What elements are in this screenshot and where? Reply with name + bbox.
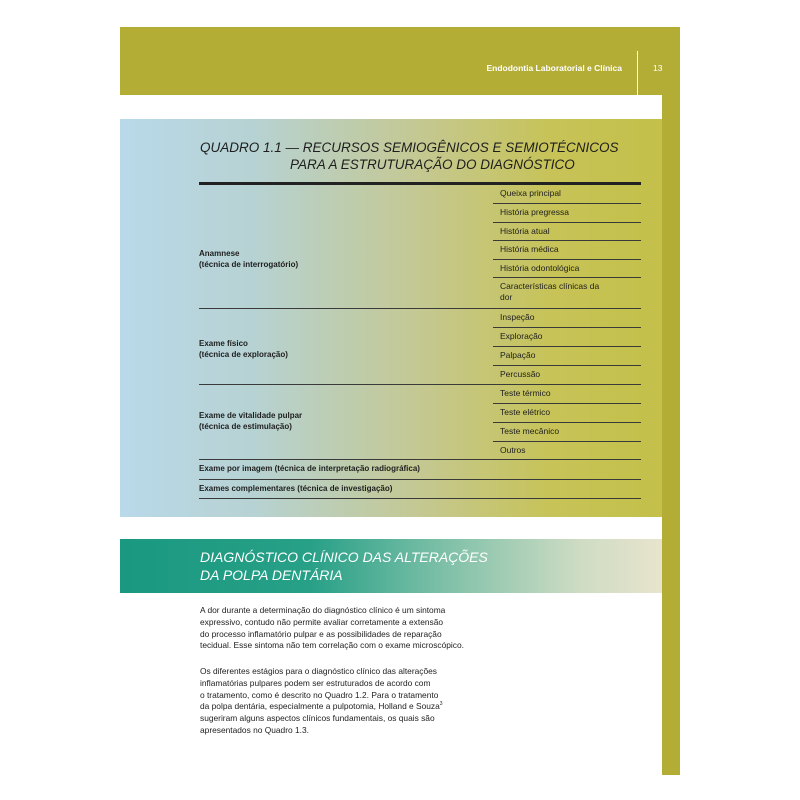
group-label-line: (técnica de interrogatório)	[199, 260, 299, 269]
section-title	[200, 548, 488, 584]
table-cell: Teste térmico	[500, 388, 551, 398]
table-cell: Percussão	[500, 369, 541, 379]
table-cell: dor	[500, 292, 513, 302]
group-label-anamnese	[199, 248, 298, 270]
group-label-line: (técnica de estimulação)	[199, 422, 292, 431]
table-cell: História médica	[500, 244, 559, 254]
header-divider	[637, 51, 638, 95]
row-divider	[493, 346, 641, 347]
row-divider	[493, 277, 641, 278]
row-divider	[493, 203, 641, 204]
row-divider	[493, 422, 641, 423]
paragraph-line: do processo inflamatório pulpar e as possibilidades de reparação	[200, 628, 442, 639]
table-cell: História atual	[500, 226, 550, 236]
row-divider	[199, 479, 641, 480]
table-cell: Inspeção	[500, 312, 535, 322]
row-divider	[493, 259, 641, 260]
paragraph-line: apresentados no Quadro 1.3.	[200, 724, 309, 735]
paragraph-line: A dor durante a determinação do diagnóstico clínico é um sintoma	[200, 605, 446, 615]
page-frame	[120, 27, 680, 775]
full-row-exame-imagem: Exame por imagem (técnica de interpretação radiográfica)	[199, 464, 420, 473]
paragraph-line: tecidual. Esse sintoma não tem correlação com o exame microscópico.	[200, 640, 464, 651]
paragraph-2	[200, 666, 530, 737]
paragraph-1	[200, 605, 530, 652]
paragraph-line: expressivo, contudo não permite avaliar corretamente a extensão	[200, 616, 444, 627]
row-divider	[493, 441, 641, 442]
page-number: 13	[653, 63, 663, 73]
group-divider	[199, 308, 641, 309]
group-label-line: Anamnese	[199, 249, 240, 258]
group-label-vitalidade	[199, 410, 302, 432]
table-cell: Teste elétrico	[500, 407, 551, 417]
running-title: Endodontia Laboratorial e Clínica	[486, 63, 622, 73]
section-heading-bar	[120, 539, 662, 593]
paragraph-line: Os diferentes estágios para o diagnóstico clínico das alterações	[200, 666, 437, 676]
quadro-title-line2: PARA A ESTRUTURAÇÃO DO DIAGNÓSTICO	[290, 157, 575, 172]
table-cell: Teste mecânico	[500, 426, 560, 436]
table-cell: Palpação	[500, 350, 536, 360]
row-divider	[493, 240, 641, 241]
table-cell: Outros	[500, 445, 526, 455]
group-label-line: (técnica de exploração)	[199, 350, 288, 359]
running-header	[120, 27, 680, 95]
table-cell: História pregressa	[500, 207, 569, 217]
section-title-line2: DA POLPA DENTÁRIA	[200, 567, 343, 583]
table-cell: Características clínicas da	[500, 281, 600, 291]
group-label-exame-fisico	[199, 338, 288, 360]
paragraph-line-text: da polpa dentária, especialmente a pulpotomia, Holland e Souza	[200, 701, 440, 712]
paragraph-line: sugeriram alguns aspectos clínicos fundamentais, os quais são	[200, 713, 435, 724]
paragraph-line	[200, 701, 530, 713]
group-label-line: Exame físico	[199, 339, 248, 348]
row-divider	[493, 365, 641, 366]
table-bottom-rule	[199, 498, 641, 499]
page-content	[120, 95, 662, 775]
table-cell: Exploração	[500, 331, 543, 341]
table-top-rule	[199, 182, 641, 185]
table-cell: Queixa principal	[500, 188, 561, 198]
quadro-title	[200, 139, 619, 173]
paragraph-line: inflamatórias pulpares podem ser estruturados de acordo com	[200, 677, 431, 688]
quadro-title-line1: QUADRO 1.1 — RECURSOS SEMIOGÊNICOS E SEMIOTÉCNICOS	[200, 140, 619, 155]
group-divider	[199, 459, 641, 460]
group-label-line: Exame de vitalidade pulpar	[199, 411, 303, 420]
citation-superscript: 3	[439, 701, 443, 708]
table-cell: História odontológica	[500, 263, 580, 273]
section-title-line1: DIAGNÓSTICO CLÍNICO DAS ALTERAÇÕES	[200, 549, 488, 565]
row-divider	[493, 327, 641, 328]
quadro-1-1	[120, 119, 662, 517]
row-divider	[493, 222, 641, 223]
group-divider	[199, 384, 641, 385]
paragraph-line: o tratamento, como é descrito no Quadro 1.2. Para o tratamento	[200, 689, 439, 700]
full-row-exames-complementares: Exames complementares (técnica de investigação)	[199, 484, 393, 493]
row-divider	[493, 403, 641, 404]
